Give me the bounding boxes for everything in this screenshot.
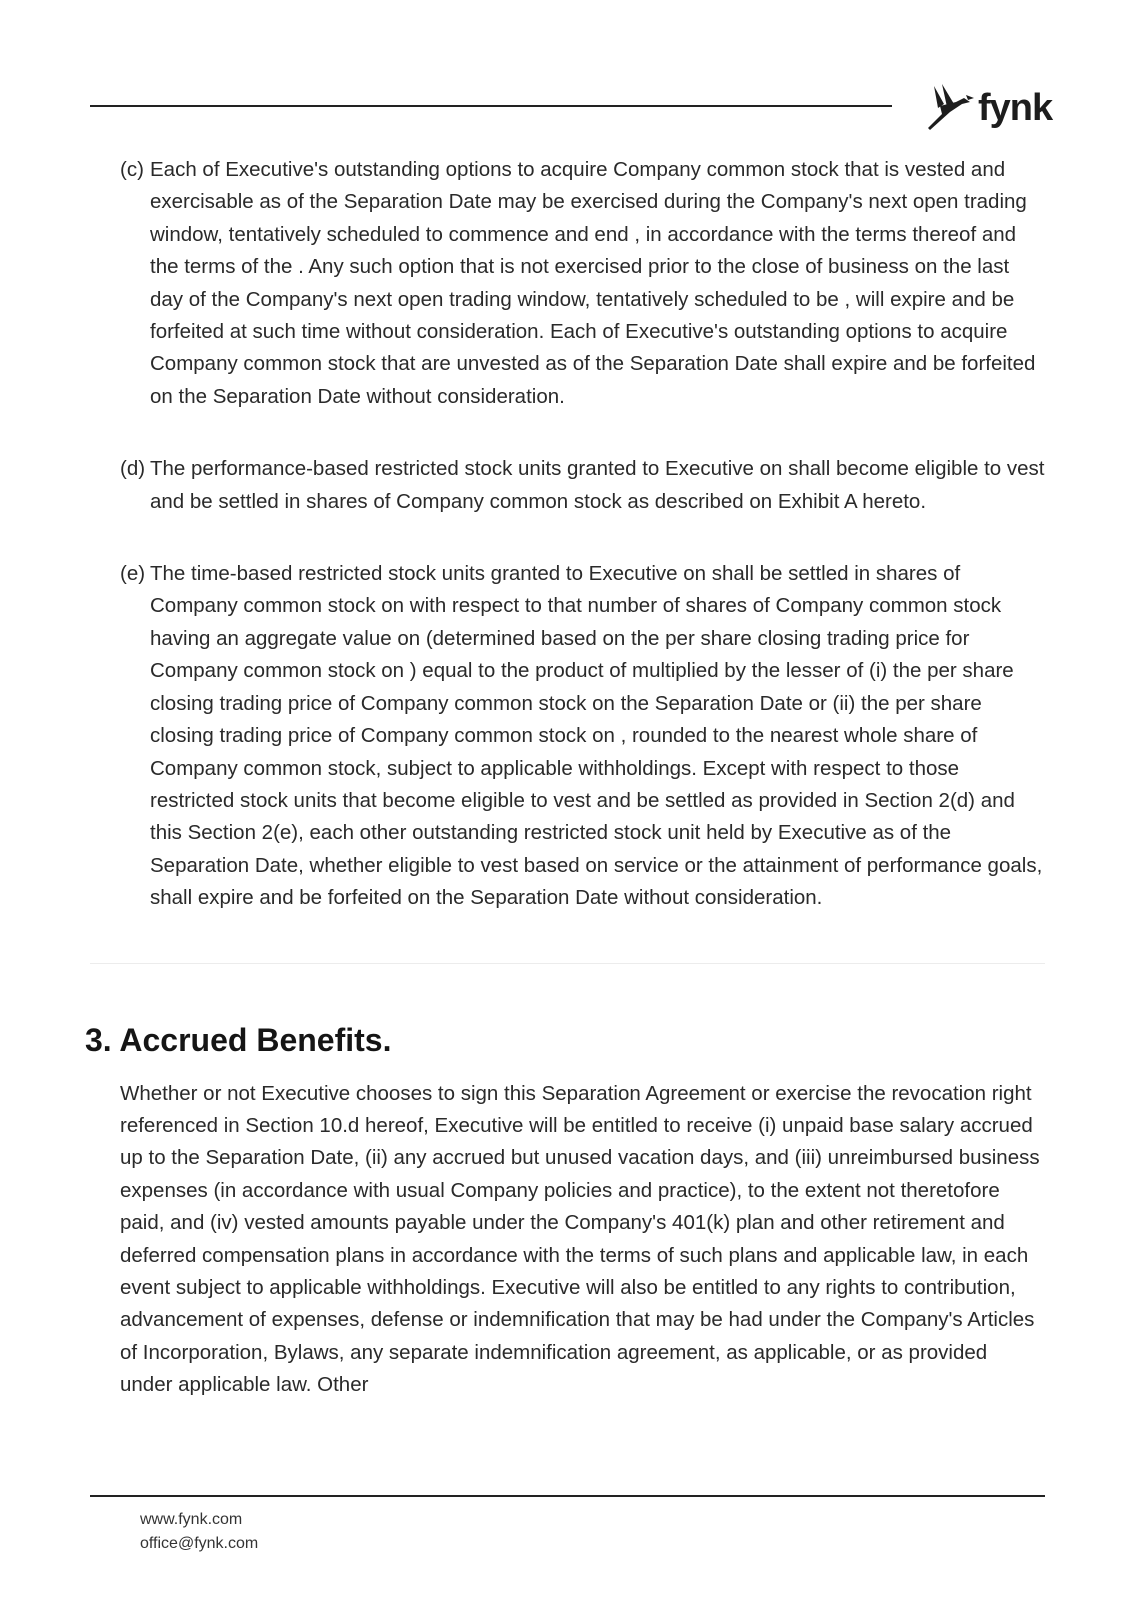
list-item-text: The time-based restricted stock units granted to Executive on shall be settled in shares of Company common stock on with respect to that number of shares of Company common stock having an aggregate value on (determined based on the per share closing trading price for Company common stock on ) equal to the product of multiplied by the lesser of (i) the per share closing trading price of Company common stock on the Separation Date or (ii) the per share closing trading price of Company common stock on , rounded to the nearest whole share of Company common stock, subject to applicable withholdings. Except with respect to those restricted stock units that become eligible to vest and be settled as provided in Section 2(d) and this Section 2(e), each other outstanding restricted stock unit held by Executive as of the Separation Date, whether eligible to vest based on service or the attainment of performance goals, shall expire and be forfeited on the Separation Date without consideration. xyxy=(150,562,1043,910)
fynk-logo xyxy=(920,82,1052,134)
document-content xyxy=(85,150,1045,1402)
list-marker: (e) xyxy=(120,562,146,586)
logo-wordmark: fynk xyxy=(978,87,1053,129)
list-item-text: The performance-based restricted stock units granted to Executive on shall become eligible to vest and be settled in shares of Company common stock as described on Exhibit A hereto. xyxy=(150,457,1045,513)
list-item-text: Each of Executive's outstanding options to acquire Company common stock that is vested and exercisable as of the Separation Date may be exercised during the Company's next open trading window, tentatively scheduled to commence and end , in accordance with the terms thereof and the terms of the . Any such option that is not exercised prior to the close of business on the last day of the Company's next open trading window, tentatively scheduled to be , will expire and be forfeited at such time without consideration. Each of Executive's outstanding options to acquire Company common stock that are unvested as of the Separation Date shall expire and be forfeited on the Separation Date without consideration. xyxy=(150,158,1036,408)
section-heading: 3. Accrued Benefits. xyxy=(85,1021,392,1058)
list-item-d xyxy=(90,453,1045,518)
footer-rule xyxy=(90,1495,1045,1497)
header-rule xyxy=(90,105,892,107)
section-divider xyxy=(90,963,1045,964)
section-body: Whether or not Executive chooses to sign this Separation Agreement or exercise the revocation right referenced in Section 10.d hereof, Executive will be entitled to receive (i) unpaid base salary accrued up to the Separation Date, (ii) any accrued but unused vacation days, and (iii) unreimbursed business expenses (in accordance with usual Company policies and practice), to the extent not theretofore paid, and (iv) vested amounts payable under the Company's 401(k) plan and other retirement and deferred compensation plans in accordance with the terms of such plans and applicable law, in each event subject to applicable withholdings. Executive will also be entitled to any rights to contribution, advancement of expenses, defense or indemnification that may be had under the Company's Articles of Incorporation, Bylaws, any separate indemnification agreement, as applicable, or as provided under applicable law. Other xyxy=(120,1081,1040,1397)
list-item-e xyxy=(90,558,1045,914)
list-item-c xyxy=(90,154,1045,413)
footer xyxy=(140,1508,258,1556)
list-marker: (c) xyxy=(120,158,144,181)
footer-website-link[interactable]: www.fynk.com xyxy=(140,1511,243,1528)
footer-email-link[interactable]: office@fynk.com xyxy=(140,1535,259,1552)
fynk-bird-icon xyxy=(920,82,976,134)
list-marker: (d) xyxy=(120,457,146,481)
